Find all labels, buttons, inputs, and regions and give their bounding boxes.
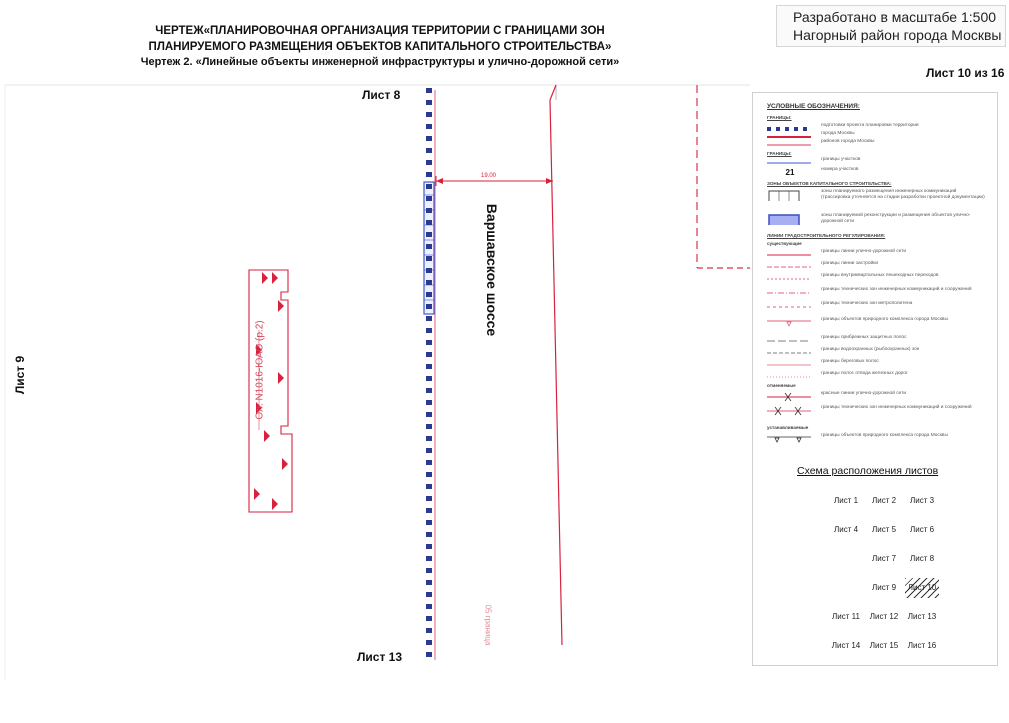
legend-row-nature-new: границы объектов природного комплекса города Москвы [767,433,991,447]
legend-row-shore: границы береговых полос [821,359,879,364]
legend-row-parcel-numbers: 21 номера участков [785,167,859,177]
legend-row-zone-planned: зоны планируемого размещения инженерных коммуникаций (трассировка уточняется на стадии разработки проектной документации) [767,189,991,209]
road-red-line [550,100,562,645]
dimension-value: 19.00 [481,173,497,179]
scheme-sheet-8[interactable]: Лист 8 [909,554,935,563]
legend-heading-cancelled: отменяемые [767,383,796,388]
legend-row-metro: границы технических зон метрополитена [821,301,913,306]
legend-row-water: границы водоохранных (рыбоохранных) зон [821,347,920,352]
drawing-title-line-2: ПЛАНИРУЕМОГО РАЗМЕЩЕНИЯ ОБЪЕКТОВ КАПИТАЛЬНОГО СТРОИТЕЛЬСТВА» [148,41,612,53]
legend-row-protective: границы прибрежных защитных полос [821,335,907,340]
legend-row-project: подготовки проекта планировки территории [767,123,991,137]
scheme-sheet-6[interactable]: Лист 6 [909,525,935,534]
legend-heading-regulation: ЛИНИИ ГРАДОСТРОИТЕЛЬНОГО РЕГУЛИРОВАНИЯ: [767,233,886,238]
faint-road-label: 05 граница [483,604,493,646]
scheme-sheet-13[interactable]: Лист 13 [907,612,937,621]
legend-row-moscow: города Москвы [821,131,855,136]
scheme-sheet-4[interactable]: Лист 4 [833,525,859,534]
scheme-sheet-5[interactable]: Лист 5 [871,525,897,534]
scheme-sheet-2[interactable]: Лист 2 [871,496,897,505]
legend-heading-boundaries: ГРАНИЦЫ: [767,115,792,120]
legend-title: УСЛОВНЫЕ ОБОЗНАЧЕНИЯ: [767,103,860,110]
legend-row-intraquarter: границы внутриквартальных пешеходных переходов [821,273,939,278]
legend-row-nature: границы объектов природного комплекса города Москвы [767,317,991,331]
road-name-label: Варшавское шоссе [484,203,500,337]
sheet-top-label: Лист 8 [362,88,401,102]
parcel-label: Ол. N1016-ЮАО (р.2) [254,320,266,420]
legend-row-railway: границы полос отвода железных дорог [821,371,908,376]
scheme-sheet-9[interactable]: Лист 9 [871,583,897,592]
road-red-line-top [550,85,556,100]
legend-row-tech-cancel: границы технических зон инженерных коммуникаций и сооружений [767,405,991,419]
sheet-number: Лист 10 из 16 [926,66,1005,80]
legend-row-red-lines: границы линии улично-дорожной сети [821,249,907,254]
legend-row-district: районов города Москвы [821,139,875,144]
project-boundary [426,88,432,657]
scheme-sheet-3[interactable]: Лист 3 [909,496,935,505]
legend-heading-boundaries-2: ГРАНИЦЫ: [767,151,792,156]
legend-row-building-lines: границы линии застройки [821,261,879,266]
legend-heading-existing: существующие [767,241,802,246]
sheet-bottom-label: Лист 13 [357,650,403,664]
legend-heading-established: устанавливаемые [767,425,809,430]
legend-row-zone-reconstruction: зоны планируемой реконструкции и размещения объектов улично-дорожной сети [767,213,991,229]
scheme-sheet-12[interactable]: Лист 12 [869,612,899,621]
legend-row-parcels: границы участков [821,157,861,162]
scheme-sheet-10-current[interactable]: Лист 10 [905,578,939,598]
scheme-sheet-1[interactable]: Лист 1 [833,496,859,505]
scheme-sheet-15[interactable]: Лист 15 [869,641,899,650]
scheme-title: Схема расположения листов [797,465,939,477]
legend-panel [752,92,998,666]
scheme-sheet-14[interactable]: Лист 14 [831,641,861,650]
legend-heading-zones: ЗОНЫ ОБЪЕКТОВ КАПИТАЛЬНОГО СТРОИТЕЛЬСТВА: [767,181,892,186]
scale-text: Разработано в масштабе 1:500 [793,9,997,25]
sheet-left-label: Лист 9 [13,355,27,395]
drawing-subtitle: Чертеж 2. «Линейные объекты инженерной инфраструктуры и улично-дорожной сети» [140,56,620,68]
scheme-sheet-7[interactable]: Лист 7 [871,554,897,563]
district-text: Нагорный район города Москвы [793,27,1002,43]
legend-row-red-lines-cancel: красные линии улично-дорожной сети [767,391,991,405]
dimension-arrow-left [436,178,443,184]
legend-row-tech-zones: границы технических зон инженерных коммуникаций и сооружений [821,287,972,292]
drawing-title-line-1: ЧЕРТЕЖ«ПЛАНИРОВОЧНАЯ ОРГАНИЗАЦИЯ ТЕРРИТОРИИ С ГРАНИЦАМИ ЗОН [155,25,605,37]
scheme-sheet-16[interactable]: Лист 16 [907,641,937,650]
scheme-sheet-11[interactable]: Лист 11 [832,612,860,621]
